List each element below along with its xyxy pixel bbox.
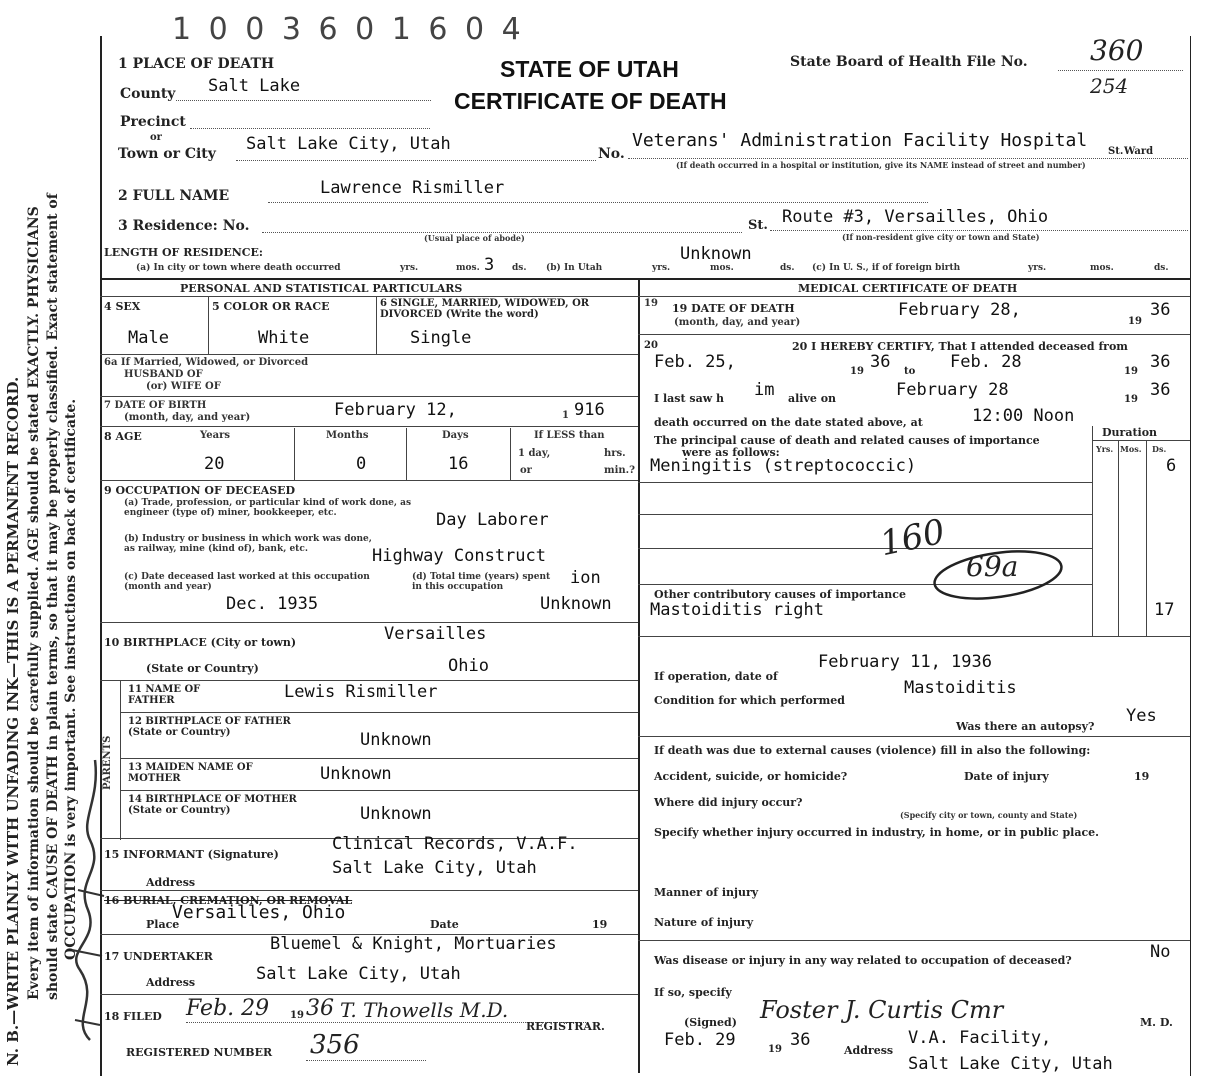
signed-year: 36 — [790, 1030, 811, 1050]
undertaker-label: 17 UNDERTAKER — [104, 950, 213, 963]
marital-label: 6 SINGLE, MARRIED, WIDOWED, OR DIVORCED (Write the word) — [380, 298, 590, 320]
physician-address-label: Address — [844, 1044, 894, 1057]
regnum-value: 356 — [310, 1030, 360, 1060]
mother-value: Unknown — [320, 764, 392, 784]
age-days: 16 — [448, 454, 469, 474]
related-value: No — [1150, 942, 1171, 962]
spouse-label-1: 6a If Married, Widowed, or Divorced — [104, 357, 309, 368]
related-label: Was disease or injury in any way related to occupation of deceased? — [654, 954, 1072, 967]
length-us-label: (c) In U. S., if of foreign birth — [812, 263, 961, 273]
certificate-title: CERTIFICATE OF DEATH — [454, 88, 727, 114]
cond-label: Condition for which performed — [654, 694, 845, 707]
alive-label: alive on — [788, 392, 837, 405]
occ-b-label: (b) Industry or business in which work was done, as railway, mine (kind of), bank, etc. — [124, 534, 372, 554]
burial-label: 16 BURIAL, CREMATION, OR REMOVAL — [104, 894, 353, 907]
mother-label: 13 MAIDEN NAME OF MOTHER — [128, 762, 253, 784]
sidebar-line-2: Every item of information should be carefully supplied. AGE should be stated EXACTLY. PHYSICIANS — [26, 206, 42, 1000]
burial-place: Versailles, Ohio — [172, 902, 346, 923]
certify-label: 20 I HEREBY CERTIFY, That I attended deceased from — [792, 340, 1128, 353]
informant-address-label: Address — [146, 876, 196, 889]
file-no-2: 254 — [1090, 74, 1129, 98]
signed-19: 19 — [768, 1044, 782, 1055]
nonres-note: (If non-resident give city or town and State) — [842, 232, 1040, 242]
years-label: Years — [200, 430, 231, 441]
personal-header: PERSONAL AND STATISTICAL PARTICULARS — [180, 282, 463, 295]
signed-date: Feb. 29 — [664, 1030, 736, 1050]
regnum-label: REGISTERED NUMBER — [126, 1046, 273, 1059]
op-date: February 11, 1936 — [818, 652, 992, 672]
dod-value: February 28, — [898, 300, 1021, 320]
dob-year: 916 — [574, 400, 605, 420]
dod-year: 36 — [1150, 300, 1171, 320]
dob-label-2: (month, day, and year) — [124, 412, 251, 423]
lastsaw-him: im — [754, 380, 775, 400]
where-label: Where did injury occur? — [654, 796, 803, 809]
injury-date-label: Date of injury — [964, 770, 1049, 783]
mother-bp-value: Unknown — [360, 804, 432, 824]
mother-bp-label: 14 BIRTHPLACE OF MOTHER (State or Country) — [128, 794, 297, 816]
sidebar-line-3: should state CAUSE OF DEATH in plain terms, so that it may be properly classified. Exact statement of — [45, 193, 61, 1000]
occ-c-value: Dec. 1935 — [226, 594, 319, 614]
registrar-label: REGISTRAR. — [526, 1020, 605, 1033]
sidebar-line-4: OCCUPATION is very important. See instructions on back of certificate. — [63, 398, 79, 960]
age-label: 8 AGE — [104, 430, 142, 443]
length-city-label: (a) In city or town where death occurred — [136, 263, 341, 273]
spouse-label-3: (or) WIFE OF — [146, 381, 221, 392]
father-label: 11 NAME OF FATHER — [128, 684, 201, 706]
specify-label: Specify whether injury occurred in industry, in home, or in public place. — [654, 826, 1099, 839]
place-of-death-label: 1 PLACE OF DEATH — [118, 56, 275, 72]
manner-label: Manner of injury — [654, 886, 759, 899]
filed-signature: T. Thowells M.D. — [340, 998, 509, 1022]
length-us-ds: ds. — [1154, 263, 1169, 273]
town-value: Salt Lake City, Utah — [246, 134, 451, 154]
father-bp-label: 12 BIRTHPLACE OF FATHER (State or Country) — [128, 716, 291, 738]
accident-label: Accident, suicide, or homicide? — [654, 770, 848, 783]
age-or-label: or — [520, 465, 532, 476]
residence-label: 3 Residence: No. — [118, 218, 250, 234]
length-us-mos: mos. — [1090, 263, 1114, 273]
parents-side-label: PARENTS — [102, 735, 113, 790]
informant-label: 15 INFORMANT (Signature) — [104, 848, 279, 861]
op-label: If operation, date of — [654, 670, 778, 683]
months-label: Months — [326, 430, 369, 441]
border-left — [100, 36, 102, 1076]
occ-d-label: (d) Total time (years) spent in this occupation — [412, 572, 551, 592]
document-number: 1 0 0 3 6 0 1 6 0 4 — [172, 12, 525, 47]
stamp-code-2: 69a — [966, 550, 1019, 583]
or-label: or — [150, 132, 162, 143]
full-name-value: Lawrence Rismiller — [320, 178, 505, 198]
no-label: No. — [598, 146, 625, 162]
signed-label: (Signed) — [684, 1016, 737, 1029]
cause-days: 6 — [1166, 456, 1177, 476]
sex-label: 4 SEX — [104, 300, 141, 313]
duration-label: Duration — [1102, 426, 1158, 439]
cause-value: Meningitis (streptococcic) — [650, 456, 917, 476]
undertaker-address-label: Address — [146, 976, 196, 989]
sidebar-line-1: N. B.—WRITE PLAINLY WITH UNFADING INK—THIS IS A PERMANENT RECORD. — [4, 376, 22, 1066]
burial-place-label: Place — [146, 918, 180, 931]
birthplace-label: 10 BIRTHPLACE (City or town) — [104, 636, 297, 649]
filed-19: 19 — [290, 1010, 304, 1021]
lastsaw-19: 19 — [1124, 394, 1138, 405]
filed-label: 18 FILED — [104, 1010, 162, 1023]
lastsaw-date: February 28 — [896, 380, 1009, 400]
filed-date: Feb. 29 — [186, 996, 270, 1021]
occ-d-top: ion — [570, 568, 601, 588]
precinct-label: Precinct — [120, 114, 186, 130]
birthplace-city: Versailles — [384, 624, 487, 644]
dod-label-2: (month, day, and year) — [674, 317, 801, 328]
spouse-label-2: HUSBAND OF — [124, 369, 203, 380]
certify-num: 20 — [644, 340, 658, 351]
ext-label: If death was due to external causes (violence) fill in also the following: — [654, 744, 1091, 757]
county-value: Salt Lake — [208, 76, 301, 96]
min-label: min.? — [604, 465, 635, 476]
length-utah-mos: mos. — [710, 263, 734, 273]
nature-label: Nature of injury — [654, 916, 754, 929]
autopsy-value: Yes — [1126, 706, 1157, 726]
ifso-label: If so, specify — [654, 986, 732, 999]
burial-year-label: 19 — [592, 918, 608, 931]
one-day-label: 1 day, — [518, 448, 551, 459]
less-label: If LESS than — [534, 430, 605, 441]
length-utah-label: (b) In Utah — [546, 263, 603, 273]
dod-num: 19 — [644, 298, 658, 309]
physician-address-2: Salt Lake City, Utah — [908, 1054, 1113, 1074]
lastsaw-year: 36 — [1150, 380, 1171, 400]
occ-d-value: Unknown — [540, 594, 612, 614]
residence-value: Route #3, Versailles, Ohio — [782, 207, 1049, 227]
occupation-label: 9 OCCUPATION OF DECEASED — [104, 484, 296, 497]
occurred-label: death occurred on the date stated above, at — [654, 416, 923, 429]
to-19: 19 — [1124, 366, 1138, 377]
age-months: 0 — [356, 454, 367, 474]
from-date: Feb. 25, — [654, 352, 736, 372]
column-divider — [638, 278, 640, 1073]
cause-label-1: The principal cause of death and related causes of importance — [654, 434, 1040, 447]
to-label: to — [904, 366, 916, 377]
physician-signature: Foster J. Curtis Cmr — [760, 996, 1004, 1024]
cause-label-2: were as follows: — [682, 446, 780, 459]
residence-st-label: St. — [748, 218, 768, 233]
town-label: Town or City — [118, 146, 216, 162]
informant-value: Clinical Records, V.A.F. — [332, 834, 578, 854]
stamp-code-1: 160 — [876, 511, 949, 565]
race-value: White — [258, 328, 310, 348]
duration-ds: Ds. — [1152, 444, 1167, 454]
occ-a-value: Day Laborer — [436, 510, 549, 530]
to-year: 36 — [1150, 352, 1171, 372]
length-mos-label: mos. — [456, 263, 480, 273]
length-utah-ds: ds. — [780, 263, 795, 273]
occ-c-label: (c) Date deceased last worked at this occupation (month and year) — [124, 572, 370, 592]
ward-label: Ward — [1124, 146, 1154, 157]
where-note: (Specify city or town, county and State) — [900, 810, 1078, 820]
length-label: LENGTH OF RESIDENCE: — [104, 246, 263, 259]
burial-date-label: Date — [430, 918, 459, 931]
file-no: 360 — [1090, 34, 1144, 67]
birthplace-state-label: (State or Country) — [146, 662, 259, 675]
marital-value: Single — [410, 328, 472, 348]
injury-19: 19 — [1134, 770, 1150, 783]
occ-b-value: Highway Construct — [372, 546, 546, 566]
md-label: M. D. — [1140, 1016, 1173, 1029]
county-label: County — [120, 86, 176, 102]
sex-value: Male — [128, 328, 169, 348]
physician-address-1: V.A. Facility, — [908, 1028, 1052, 1048]
death-time: 12:00 Noon — [972, 406, 1075, 426]
age-years: 20 — [204, 454, 225, 474]
undertaker-value: Bluemel & Knight, Mortuaries — [270, 934, 557, 954]
duration-mos: Mos. — [1120, 444, 1142, 454]
cond-value: Mastoiditis — [904, 678, 1017, 698]
contrib-days: 17 — [1154, 600, 1175, 620]
dob-label-1: 7 DATE OF BIRTH — [104, 400, 207, 411]
st-label: St. — [1108, 146, 1124, 157]
border-right — [1190, 36, 1191, 1076]
medical-header: MEDICAL CERTIFICATE OF DEATH — [798, 282, 1018, 295]
duration-yrs: Yrs. — [1096, 444, 1114, 454]
from-19: 19 — [850, 366, 864, 377]
length-utah-yrs: yrs. — [652, 263, 671, 273]
father-value: Lewis Rismiller — [284, 682, 438, 702]
lastsaw-label: I last saw h — [654, 392, 725, 405]
from-year: 36 — [870, 352, 891, 372]
dob-value: February 12, — [334, 400, 457, 420]
full-name-label: 2 FULL NAME — [118, 188, 230, 204]
to-date: Feb. 28 — [950, 352, 1022, 372]
dod-19: 19 — [1128, 316, 1142, 327]
days-label: Days — [442, 430, 469, 441]
contrib-value: Mastoiditis right — [650, 600, 824, 620]
birthplace-state: Ohio — [448, 656, 489, 676]
dob-year-pre: 1 — [562, 410, 569, 421]
autopsy-label: Was there an autopsy? — [956, 720, 1095, 733]
race-label: 5 COLOR OR RACE — [212, 300, 330, 313]
length-ds-label: ds. — [512, 263, 527, 273]
occ-a-label: (a) Trade, profession, or particular kind of work done, as engineer (type of) miner, bookkeeper, etc. — [124, 498, 412, 518]
length-utah-value: Unknown — [680, 244, 752, 264]
filed-year: 36 — [306, 996, 334, 1021]
undertaker-address: Salt Lake City, Utah — [256, 964, 461, 984]
facility-note: (If death occurred in a hospital or institution, give its NAME instead of street and number) — [676, 160, 1086, 170]
contrib-label: Other contributory causes of importance — [654, 588, 906, 601]
length-yrs-label: yrs. — [400, 263, 419, 273]
length-us-yrs: yrs. — [1028, 263, 1047, 273]
state-title: STATE OF UTAH — [500, 56, 679, 82]
length-mos-value: 3 — [484, 255, 495, 275]
informant-address: Salt Lake City, Utah — [332, 858, 537, 878]
abode-note: (Usual place of abode) — [424, 233, 525, 243]
father-bp-value: Unknown — [360, 730, 432, 750]
hrs-label: hrs. — [604, 448, 626, 459]
dod-label-1: 19 DATE OF DEATH — [672, 302, 795, 315]
facility-value: Veterans' Administration Facility Hospital — [632, 130, 1088, 151]
file-no-label: State Board of Health File No. — [790, 54, 1028, 70]
